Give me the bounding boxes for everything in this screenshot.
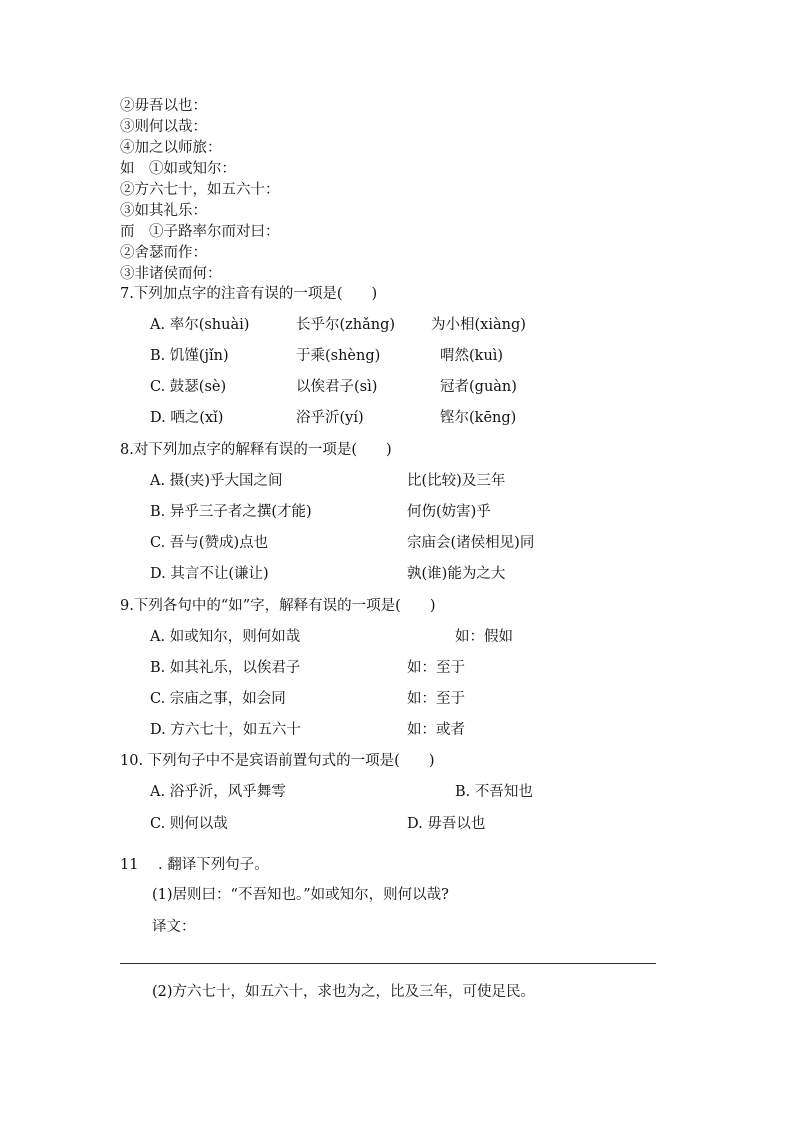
intro-line: ②毋吾以也：	[120, 98, 207, 114]
q9-option-d-1: D. 方六七十，如五六十	[150, 722, 301, 738]
q7-option-d-1: D. 哂之(xǐ)	[150, 410, 224, 426]
question-7-stem: 7.下列加点字的注音有误的一项是( )	[120, 286, 378, 302]
q8-option-c-2: 宗庙会(诸侯相见)同	[407, 535, 535, 551]
intro-line: ③则何以哉：	[120, 119, 207, 135]
intro-line: 而 ①子路率尔而对曰：	[120, 224, 280, 240]
q7-option-d-3: 铿尔(kēng)	[440, 410, 517, 426]
answer-line	[120, 963, 656, 964]
q8-option-b-1: B. 异乎三子者之撰(才能)	[150, 504, 312, 520]
q7-option-c-1: C. 鼓瑟(sè)	[150, 379, 227, 395]
intro-line: ④加之以师旅：	[120, 140, 222, 156]
question-10-stem: 10. 下列句子中不是宾语前置句式的一项是( )	[120, 753, 435, 769]
intro-line: ②方六七十，如五六十：	[120, 182, 280, 198]
q8-option-a-2: 比(比较)及三年	[407, 473, 506, 489]
q8-option-b-2: 何伤(妨害)乎	[407, 504, 491, 520]
q7-option-d-2: 浴乎沂(yí)	[296, 410, 364, 426]
q8-option-a-1: A. 摄(夹)乎大国之间	[150, 473, 283, 489]
q10-option-b: B. 不吾知也	[455, 784, 533, 800]
q10-option-a: A. 浴乎沂，风乎舞雩	[150, 784, 286, 800]
q7-option-a-3: 为小相(xiàng)	[431, 317, 526, 333]
q8-option-c-1: C. 吾与(赞成)点也	[150, 535, 269, 551]
intro-line: 如 ①如或知尔：	[120, 161, 236, 177]
question-11-title: . 翻译下列句子。	[158, 857, 269, 873]
question-9-stem: 9.下列各句中的“如”字，解释有误的一项是( )	[120, 598, 436, 614]
q7-option-c-2: 以俟君子(sì)	[296, 379, 378, 395]
q9-option-a-1: A. 如或知尔，则何如哉	[150, 629, 301, 645]
q10-option-d: D. 毋吾以也	[407, 816, 486, 832]
q9-option-c-1: C. 宗庙之事，如会同	[150, 691, 286, 707]
q9-option-b-2: 如：至于	[407, 660, 465, 676]
intro-line: ②舍瑟而作：	[120, 245, 207, 261]
q7-option-b-3: 喟然(kuì)	[440, 348, 504, 364]
q9-option-b-1: B. 如其礼乐，以俟君子	[150, 660, 301, 676]
q7-option-b-1: B. 饥馑(jǐn)	[150, 348, 229, 364]
q9-option-a-2: 如：假如	[455, 629, 513, 645]
question-11-number: 11	[120, 857, 139, 873]
intro-line: ③非诸侯而何：	[120, 266, 222, 282]
q11-sentence-2: (2)方六七十，如五六十，求也为之，比及三年，可使足民。	[152, 984, 536, 1000]
q7-option-a-2: 长乎尔(zhǎng)	[296, 317, 396, 333]
q7-option-b-2: 于乘(shèng)	[296, 348, 381, 364]
intro-line: ③如其礼乐：	[120, 203, 207, 219]
q11-answer-label: 译文：	[152, 919, 196, 935]
q8-option-d-2: 孰(谁)能为之大	[407, 566, 506, 582]
q9-option-c-2: 如：至于	[407, 691, 465, 707]
q8-option-d-1: D. 其言不让(谦让)	[150, 566, 269, 582]
q10-option-c: C. 则何以哉	[150, 816, 228, 832]
q9-option-d-2: 如：或者	[407, 722, 465, 738]
q7-option-a-1: A. 率尔(shuài)	[150, 317, 250, 333]
question-8-stem: 8.对下列加点字的解释有误的一项是( )	[120, 442, 392, 458]
q7-option-c-3: 冠者(guàn)	[440, 379, 517, 395]
q11-sentence-1: (1)居则曰：“不吾知也。”如或知尔，则何以哉?	[152, 887, 449, 903]
